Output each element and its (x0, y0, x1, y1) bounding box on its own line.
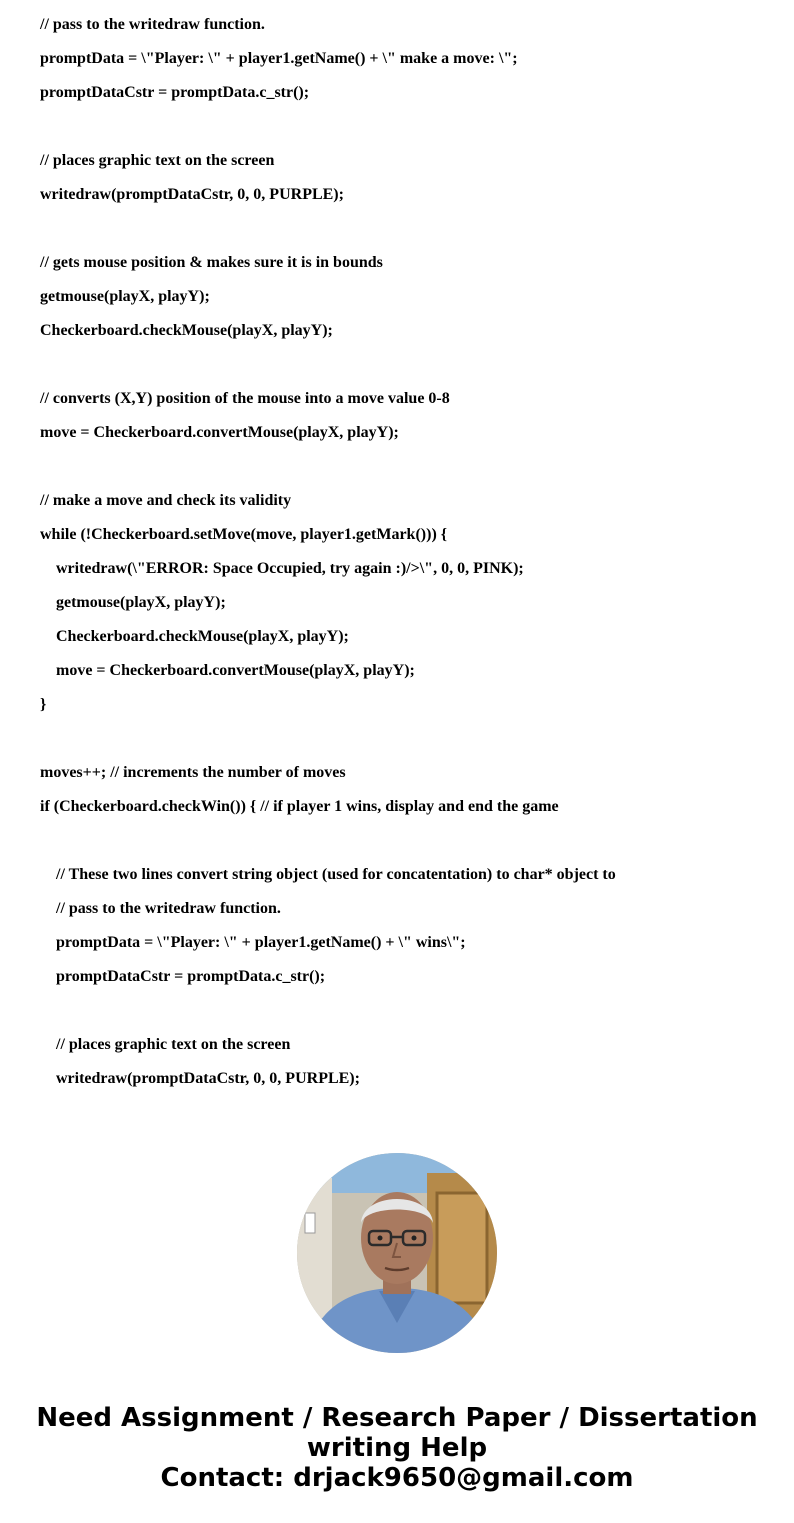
contact-footer (0, 1403, 794, 1493)
code-line (40, 824, 780, 858)
code-line (40, 348, 780, 382)
code-line: // places graphic text on the screen (40, 1036, 291, 1053)
code-line: getmouse(playX, playY); (40, 288, 210, 305)
code-line: // These two lines convert string object (used for concatentation) to char* object to (40, 866, 616, 883)
code-line: // places graphic text on the screen (40, 152, 275, 169)
code-line: Checkerboard.checkMouse(playX, playY); (40, 322, 333, 339)
code-line: writedraw(promptDataCstr, 0, 0, PURPLE); (40, 186, 344, 203)
author-photo (297, 1153, 497, 1353)
author-avatar (297, 1153, 497, 1353)
footer-subheadline: writing Help (306, 1433, 488, 1463)
code-line: promptDataCstr = promptData.c_str(); (40, 84, 310, 101)
code-line (40, 110, 780, 144)
code-line: getmouse(playX, playY); (40, 594, 226, 611)
code-line: move = Checkerboard.convertMouse(playX, playY); (40, 662, 415, 679)
code-line: moves++; // increments the number of moves (40, 764, 346, 781)
code-line: // make a move and check its validity (40, 492, 292, 509)
code-line: writedraw(promptDataCstr, 0, 0, PURPLE); (40, 1070, 360, 1087)
code-line: // pass to the writedraw function. (40, 900, 281, 917)
footer-contact-email: Contact: drjack9650@gmail.com (160, 1463, 634, 1493)
code-line: promptDataCstr = promptData.c_str(); (40, 968, 326, 985)
code-line: promptData = \"Player: \" + player1.getName() + \" make a move: \"; (40, 50, 518, 67)
code-line: Checkerboard.checkMouse(playX, playY); (40, 628, 349, 645)
code-line: // pass to the writedraw function. (40, 16, 265, 33)
code-line: // gets mouse position & makes sure it is in bounds (40, 254, 383, 271)
code-line: if (Checkerboard.checkWin()) { // if player 1 wins, display and end the game (40, 798, 559, 815)
code-line (40, 994, 780, 1028)
code-line: while (!Checkerboard.setMove(move, player1.getMark())) { (40, 526, 448, 543)
code-line: writedraw(\"ERROR: Space Occupied, try again :)/>\", 0, 0, PINK); (40, 560, 524, 577)
code-line: move = Checkerboard.convertMouse(playX, playY); (40, 424, 399, 441)
code-line: promptData = \"Player: \" + player1.getName() + \" wins\"; (40, 934, 466, 951)
code-listing (40, 8, 780, 1096)
code-line (40, 722, 780, 756)
footer-headline: Need Assignment / Research Paper / Dissertation (36, 1403, 758, 1433)
code-line: } (40, 696, 47, 713)
code-line (40, 212, 780, 246)
code-line (40, 450, 780, 484)
code-line: // converts (X,Y) position of the mouse into a move value 0-8 (40, 390, 450, 407)
